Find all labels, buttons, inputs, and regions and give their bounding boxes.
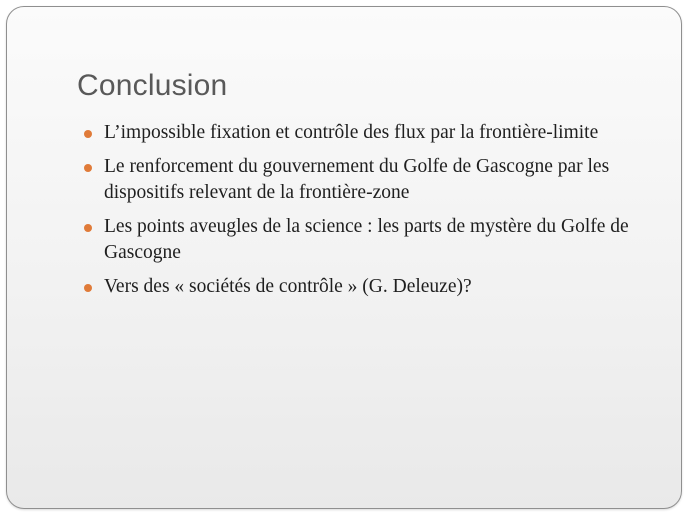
bullet-item [82,120,642,146]
bullet-item [82,154,642,206]
bullet-dot-icon [84,164,92,172]
bullet-item [82,274,642,300]
bullet-text: Les points aveugles de la science : les parts de mystère du Golfe de Gascogne [104,216,629,263]
bullet-text: Vers des « sociétés de contrôle » (G. Deleuze)? [104,276,472,297]
bullet-text: Le renforcement du gouvernement du Golfe de Gascogne par les dispositifs relevant de la frontière-zone [104,156,610,203]
slide-title: Conclusion [77,69,228,102]
bullet-dot-icon [84,284,92,292]
bullet-text: L’impossible fixation et contrôle des flux par la frontière-limite [104,122,599,143]
bullet-list [82,120,642,308]
slide [6,6,682,509]
bullet-dot-icon [84,224,92,232]
bullet-item [82,214,642,266]
bullet-dot-icon [84,130,92,138]
